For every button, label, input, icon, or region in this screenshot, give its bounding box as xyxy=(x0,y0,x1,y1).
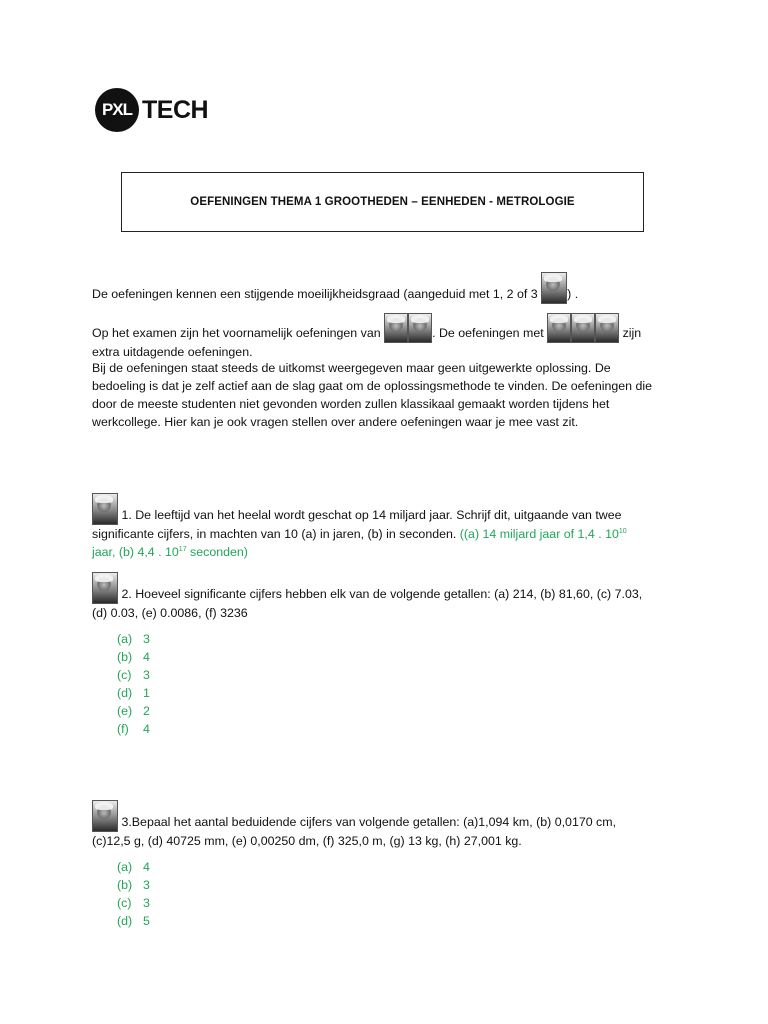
q1-answer-b-end: seconden) xyxy=(190,545,248,559)
intro-p3-line2: bedoeling is dat je zelf actief aan de slag gaat om de oplossingsmethode te vinden. De oefeningen die xyxy=(92,379,653,393)
answer-item: (f) 4 xyxy=(117,722,150,736)
exam-line-2: extra uitdagende oefeningen. xyxy=(92,345,253,359)
pxl-tech-logo xyxy=(95,88,208,132)
intro-p3-line3: door de meeste studenten niet gevonden worden zullen klassikaal gemaakt worden tijdens het xyxy=(92,397,610,411)
q1-line1: 1. De leeftijd van het heelal wordt geschat op 14 miljard jaar. Schrijf dit, uitgaande van twee xyxy=(121,508,622,522)
einstein-icon xyxy=(92,572,118,604)
intro-difficulty xyxy=(92,272,672,304)
q2-line2: (d) 0.03, (e) 0.0086, (f) 3236 xyxy=(92,606,248,620)
einstein-icon xyxy=(408,313,432,343)
q2-line1: 2. Hoeveel significante cijfers hebben elk van de volgende getallen: (a) 214, (b) 81,60, (c) 7.03, xyxy=(121,587,643,601)
document-title-box xyxy=(121,172,644,232)
einstein-icon xyxy=(541,272,567,304)
q3-answers xyxy=(117,858,150,930)
q1-answer-a-exponent: 10 xyxy=(618,528,627,535)
answer-item: (b) 4 xyxy=(117,650,150,664)
q2-answers xyxy=(117,630,150,738)
einstein-icon xyxy=(92,800,118,832)
question-3 xyxy=(92,800,672,850)
answer-item: (b) 3 xyxy=(117,878,150,892)
einstein-icon xyxy=(595,313,619,343)
intro-p3-line4: werkcollege. Hier kan je ook vragen stellen over andere oefeningen waar je mee vast zit. xyxy=(92,415,579,429)
q1-line2: significante cijfers, in machten van 10 (a) in jaren, (b) in seconden. xyxy=(92,527,457,541)
q1-answer-b-exponent: 17 xyxy=(178,546,187,553)
exam-text-a: Op het examen zijn het voornamelijk oefeningen van xyxy=(92,326,381,340)
answer-item: (c) 3 xyxy=(117,896,150,910)
answer-item: (e) 2 xyxy=(117,704,150,718)
einstein-icon xyxy=(92,493,118,525)
document-title: OEFENINGEN THEMA 1 GROOTHEDEN – EENHEDEN - METROLOGIE xyxy=(190,196,575,208)
q3-line1: 3.Bepaal het aantal beduidende cijfers van volgende getallen: (a)1,094 km, (b) 0,0170 cm, xyxy=(121,815,617,829)
answer-item: (a) 3 xyxy=(117,632,150,646)
answer-item: (d) 5 xyxy=(117,914,150,928)
q1-answer-a: ((a) 14 miljard jaar of 1,4 . 10 xyxy=(459,527,619,541)
intro-p3-line1: Bij de oefeningen staat steeds de uitkomst weergegeven maar geen uitgewerkte oplossing. De xyxy=(92,361,611,375)
intro-paragraph xyxy=(92,359,672,431)
exam-text-c: zijn xyxy=(622,326,642,340)
exam-text-b: . De oefeningen met xyxy=(432,326,544,340)
answer-item: (c) 3 xyxy=(117,668,150,682)
question-1 xyxy=(92,493,672,561)
answer-item: (a) 4 xyxy=(117,860,150,874)
difficulty-end: ) . xyxy=(567,287,579,301)
intro-exam xyxy=(92,313,672,361)
logo-text: TECH xyxy=(142,95,209,124)
question-2 xyxy=(92,572,672,622)
einstein-icon xyxy=(384,313,408,343)
q3-line2: (c)12,5 g, (d) 40725 mm, (e) 0,00250 dm, (f) 325,0 m, (g) 13 kg, (h) 27,001 kg. xyxy=(92,834,522,848)
q1-answer-b: jaar, (b) 4,4 . 10 xyxy=(92,545,179,559)
difficulty-text: De oefeningen kennen een stijgende moeilijkheidsgraad (aangeduid met 1, 2 of 3 xyxy=(92,287,538,301)
answer-item: (d) 1 xyxy=(117,686,150,700)
einstein-icon xyxy=(571,313,595,343)
logo-mark: PXL xyxy=(95,88,139,132)
einstein-icon xyxy=(547,313,571,343)
